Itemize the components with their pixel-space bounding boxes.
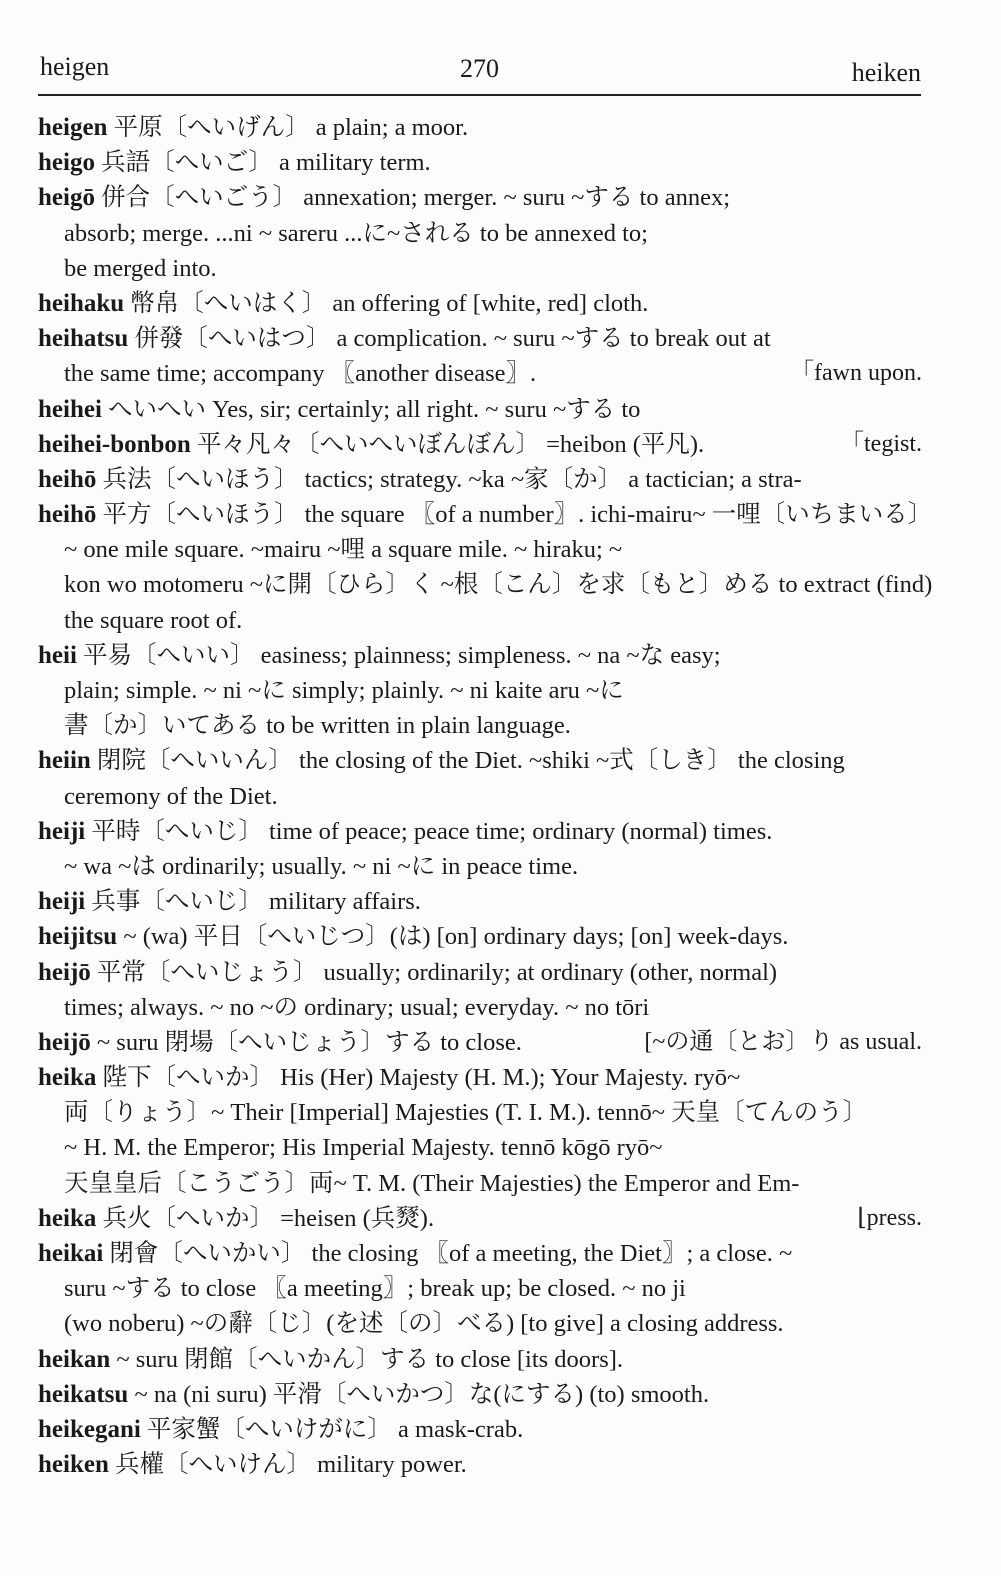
running-head-left: heigen [40,52,110,81]
entry-first-line [38,427,922,462]
dictionary-entry [38,1342,922,1377]
entry-list [38,110,933,1482]
entry-continuation-line [38,779,922,814]
dictionary-entry [38,497,933,638]
entry-headword: heika [38,1204,97,1232]
entry-text: ~ (wa) 平日〔へいじつ〕(は) [on] ordinary days; [on] week-days. [117,923,789,951]
entry-text: absorb; merge. ...ni ~ sareru ...に~される to be annexed to; [64,219,648,247]
entry-headword: heiin [38,747,91,775]
entry-continuation-line [38,1130,922,1165]
entry-headword: heihei [38,395,102,423]
entry-first-line [38,1236,922,1271]
entry-headword: heihō [38,501,97,529]
entry-text: ~ suru 閉館〔へいかん〕する to close [its doors]. [110,1345,624,1373]
overflow-note: ⌊press. [857,1204,922,1231]
entry-headword: heijō [38,958,91,986]
entry-headword: heijitsu [38,923,118,951]
entry-text: 兵語〔へいご〕 a military term. [94,149,431,177]
entry-first-line [38,497,933,532]
entry-continuation-line [38,673,922,708]
entry-text: 平易〔へいい〕 easiness; plainness; simpleness. ~ na ~な easy; [76,641,721,669]
entry-text: plain; simple. ~ ni ~に simply; plainly. ~ ni kaite aru ~に [64,677,624,704]
entry-text: 幣帛〔へいはく〕 an offering of [white, red] cloth. [124,289,649,317]
entry-headword: heihaku [38,289,125,317]
entry-first-line [38,462,922,497]
entry-first-line [38,1377,922,1412]
entry-first-line [38,392,922,427]
entry-text: 平常〔へいじょう〕 usually; ordinarily; at ordinary (other, normal) [90,958,778,986]
entry-first-line [38,145,922,180]
dictionary-entry [38,427,922,462]
entry-text: 兵權〔へいけん〕 military power. [108,1451,467,1479]
entry-first-line [38,884,922,919]
entry-first-line [38,814,922,849]
entry-text: ~ na (ni suru) 平滑〔へいかつ〕な(にする) (to) smooth. [128,1380,710,1408]
entry-continuation-line [38,532,922,567]
entry-text: 兵事〔へいじ〕 military affairs. [85,888,421,916]
overflow-note: [~の通〔とお〕り as usual. [644,1028,922,1055]
entry-first-line [38,638,922,673]
dictionary-entry [38,462,922,497]
dictionary-entry [38,1412,922,1447]
entry-text: suru ~する to close 〖a meeting〗; break up; be closed. ~ no ji [64,1275,686,1303]
entry-first-line [38,919,922,954]
entry-text: (wo noberu) ~の辭〔じ〕(を述〔の〕べる) [to give] a closing address. [64,1310,784,1338]
entry-first-line [38,1201,922,1236]
entry-first-line [38,321,922,356]
entry-headword: heikegani [38,1415,141,1443]
entry-text: 平家蟹〔へいけがに〕 a mask-crab. [140,1415,524,1443]
entry-first-line [38,743,922,778]
entry-headword: heiken [38,1451,109,1479]
entry-text: ~ suru 閉場〔へいじょう〕する to close. [90,1028,522,1056]
entry-first-line [38,1060,922,1095]
entry-headword: heikai [38,1240,104,1267]
dictionary-entry [38,321,922,391]
entry-continuation-line [38,356,922,391]
entry-first-line [38,1342,922,1377]
entry-first-line [38,1447,922,1482]
dictionary-entry [38,814,922,884]
entry-text: ~ one mile square. ~mairu ~哩 a square mile. ~ hiraku; ~ [64,536,623,564]
entry-text: times; always. ~ no ~の ordinary; usual; everyday. ~ no tōri [64,993,650,1021]
entry-text: the square root of. [64,606,243,634]
dictionary-entry [38,955,922,1025]
entry-text: 天皇皇后〔こうごう〕両~ T. M. (Their Majesties) the Emperor and Em- [64,1169,800,1197]
dictionary-entry [38,180,922,286]
dictionary-entry [38,1060,922,1201]
entry-text: 兵火〔へいか〕 =heisen (兵燹). [96,1204,435,1232]
entry-text: 両〔りょう〕~ Their [Imperial] Majesties (T. I. M.). tennō~ 天皇〔てんのう〕 [64,1099,868,1127]
dictionary-entry [38,1201,922,1236]
dictionary-entry [38,1377,922,1412]
overflow-note: 「fawn upon. [790,360,922,387]
entry-text: 書〔か〕いてある to be written in plain language. [64,712,571,740]
entry-continuation-line [38,567,933,602]
entry-text: 併合〔へいごう〕 annexation; merger. ~ suru ~する to annex; [94,184,731,212]
entry-headword: heikan [38,1345,111,1373]
entry-text: ~ wa ~は ordinarily; usually. ~ ni ~に in peace time. [64,852,579,880]
entry-first-line [38,955,922,990]
running-head-right: heiken [851,58,921,87]
dictionary-entry [38,145,922,180]
entry-first-line [38,1025,922,1060]
entry-text: 平々凡々〔へいへいぼんぼん〕 =heibon (平凡). [190,430,705,458]
dictionary-entry [38,286,922,321]
entry-headword: heika [38,1064,97,1092]
entry-continuation-line [38,1306,922,1341]
entry-text: the same time; accompany 〖another disease〗. [64,360,537,388]
entry-text: へいへい Yes, sir; certainly; all right. ~ suru ~する to [101,395,641,423]
entry-text: ~ H. M. the Emperor; His Imperial Majesty. tennō kōgō ryō~ [64,1134,663,1162]
dictionary-entry [38,919,922,954]
entry-text: 兵法〔へいほう〕 tactics; strategy. ~ka ~家〔か〕 a tactician; a stra- [96,465,802,493]
entry-continuation-line [38,990,922,1025]
entry-text: kon wo motomeru ~に開〔ひら〕く ~根〔こん〕を求〔もと〕める to extract (find) [64,571,933,599]
dictionary-entry [38,743,922,813]
entry-text: 併發〔へいはつ〕 a complication. ~ suru ~する to break out at [128,325,771,353]
entry-first-line [38,1412,922,1447]
entry-text: 閉院〔へいいん〕 the closing of the Diet. ~shiki ~式〔しき〕 the closing [90,747,845,775]
entry-text: 平原〔へいげん〕 a plain; a moor. [107,114,469,141]
entry-headword: heihatsu [38,325,129,353]
entry-continuation-line [38,251,922,286]
dictionary-entry [38,1025,922,1060]
entry-text: ceremony of the Diet. [64,782,278,810]
entry-headword: heijō [38,1028,91,1056]
entry-headword: heigō [38,184,95,212]
dictionary-entry [38,884,922,919]
entry-headword: heiji [38,888,86,916]
entry-headword: heihei-bonbon [38,430,191,458]
entry-headword: heiji [38,817,86,845]
entry-headword: heigo [38,149,95,177]
entry-continuation-line [38,1095,922,1130]
running-head [38,50,921,96]
entry-continuation-line [38,849,922,884]
entry-text: 平時〔へいじ〕 time of peace; peace time; ordinary (normal) times. [85,817,773,845]
entry-text: be merged into. [64,254,217,282]
entry-continuation-line [38,216,922,251]
entry-headword: heii [38,641,77,669]
overflow-note: 「tegist. [840,430,922,457]
page-number: 270 [460,54,499,83]
entry-headword: heikatsu [38,1380,129,1408]
dictionary-entry [38,1447,922,1482]
entry-first-line [38,180,922,215]
entry-continuation-line [38,1271,922,1306]
entry-headword: heigen [38,114,108,141]
entry-text: 陛下〔へいか〕 His (Her) Majesty (H. M.); Your Majesty. ryō~ [96,1064,741,1092]
entry-text: 閉會〔へいかい〕 the closing 〖of a meeting, the Diet〗; a close. ~ [103,1240,793,1267]
entry-text: 平方〔へいほう〕 the square 〖of a number〗. ichi-mairu~ 一哩〔いちまいる〕 [96,501,933,529]
dictionary-entry [38,638,922,744]
entry-first-line [38,110,922,145]
entry-continuation-line [38,603,922,638]
dictionary-entry [38,110,922,145]
dictionary-entry [38,1236,922,1342]
entry-continuation-line [38,708,922,743]
entry-first-line [38,286,922,321]
dictionary-entry [38,392,922,427]
entry-headword: heihō [38,465,97,493]
entry-continuation-line [38,1166,922,1201]
